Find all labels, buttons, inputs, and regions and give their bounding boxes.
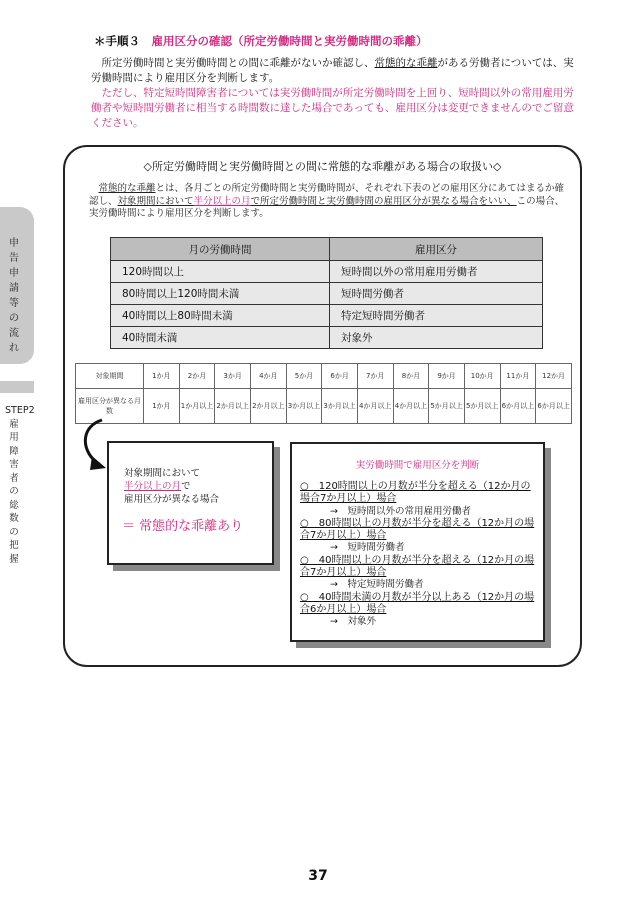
period-cell: 8か月 [393,364,429,389]
table-row [111,261,543,283]
frame-text-term: 常態的な乖離 [98,183,156,194]
judgement-title: 実労働時間で雇用区分を判断 [355,460,480,471]
side-tab-step-bar [0,381,34,393]
period-table [75,363,572,424]
period-cell: 9か月 [429,364,465,389]
period-cell: 12か月 [536,364,572,389]
intro-line1-end: がある労働者については、実労働時間により雇用区分を判断します。 [91,57,574,84]
frame-text-half: 半分以上の月 [193,195,251,207]
count-label: 雇用区分が異なる月数 [76,389,144,424]
period-row [76,364,572,389]
count-cell: 2か月以上 [250,389,286,424]
intro-line2: ただし、特定短時間障害者については実労働時間が所定労働時間を上回り、短時間以外の常用雇用労働者や短時間労働者に相当する時間数に達した場合であっても、雇用区分は変更できませんのでご留意ください。 [91,87,574,129]
judgement-result: → 特定短時間労働者 [330,579,424,591]
intro-text [91,56,581,131]
frame-text-u2: 対象期間において [117,195,194,207]
period-label: 対象期間 [76,364,144,389]
count-row [76,389,572,424]
frame-title: ◇所定労働時間と実労働時間との間に常態的な乖離がある場合の取扱い◇ [143,160,502,173]
count-cell: 1か月以上 [179,389,215,424]
count-cell: 3か月以上 [286,389,322,424]
judgement-condition: ○ 80時間以上の月数が半分を超える（12か月の場合7か月以上）場合 [300,517,535,542]
period-cell: 6か月 [322,364,358,389]
category-cell: 短時間以外の常用雇用労働者 [330,261,543,283]
table-row [111,283,543,305]
condition-text [124,467,219,506]
judgement-result: → 短時間以外の常用雇用労働者 [330,505,471,517]
count-cell: 6か月以上 [500,389,536,424]
hours-cell: 40時間未満 [111,327,330,349]
side-tab-flow-label: 申告申請等の流れ [9,238,19,354]
period-cell: 1か月 [144,364,180,389]
count-cell: 6か月以上 [536,389,572,424]
count-cell: 5か月以上 [429,389,465,424]
judgement-condition: ○ 40時間未満の月数が半分以上ある（12か月の場合6か月以上）場合 [300,591,535,615]
conclusion-text: ＝ 常態的な乖離あり [122,519,244,534]
period-cell: 3か月 [215,364,251,389]
condition-line3: 雇用区分が異なる場合 [124,494,220,505]
intro-line1-underline: 常態的な乖離 [374,57,438,69]
hours-cell: 80時間以上120時間未満 [111,283,330,305]
step-title-text: 雇用区分の確認（所定労働時間と実労働時間の乖離） [151,34,428,48]
category-header: 雇用区分 [330,238,543,261]
count-cell: 4か月以上 [357,389,393,424]
table-row [111,305,543,327]
intro-line1: 所定労働時間と実労働時間との間に乖離がないか確認し、 [101,57,375,69]
condition-half: 半分以上の月 [124,481,182,492]
step-title [94,33,428,49]
period-cell: 7か月 [357,364,393,389]
page-number: 37 [308,868,328,884]
frame-text-b: この場合、実労働時間により雇用区分を判断します。 [89,195,565,219]
period-cell: 2か月 [179,364,215,389]
judgement-condition: ○ 40時間以上の月数が半分を超える（12か月の場合7か月以上）場合 [300,554,535,579]
count-cell: 1か月 [144,389,180,424]
condition-line2-end: で [181,481,191,492]
hours-table [110,237,543,349]
category-cell: 対象外 [330,327,543,349]
judgement-result: → 対象外 [330,616,376,628]
judgement-list [300,481,540,629]
count-cell: 2か月以上 [215,389,251,424]
judgement-condition: ○ 120時間以上の月数が半分を超える（12か月の場合7か月以上）場合 [300,481,531,505]
category-cell: 特定短時間労働者 [330,305,543,327]
count-cell: 5か月以上 [464,389,500,424]
count-cell: 3か月以上 [322,389,358,424]
category-cell: 短時間労働者 [330,283,543,305]
period-cell: 10か月 [464,364,500,389]
count-cell: 4か月以上 [393,389,429,424]
side-tab-step-label: STEP2 雇用障害者の総数の把握 [5,405,35,565]
frame-text-u3: で所定労働時間と実労働時間の雇用区分が異なる場合をいい、 [250,195,517,207]
period-cell: 4か月 [250,364,286,389]
judgement-result: → 短時間労働者 [330,542,405,554]
period-cell: 11か月 [500,364,536,389]
hours-cell: 40時間以上80時間未満 [111,305,330,327]
hours-header: 月の労働時間 [111,238,330,261]
hours-cell: 120時間以上 [111,261,330,283]
frame-text-a: とは、各月ごとの所定労働時間と実労働時間が、それぞれ下表のどの雇用区分にあてはまるか確認し、 [89,183,565,207]
frame-text [89,183,569,221]
table-row [111,327,543,349]
condition-line1: 対象期間において [124,468,201,479]
period-cell: 5か月 [286,364,322,389]
step-marker: ＊手順３ [94,34,140,48]
